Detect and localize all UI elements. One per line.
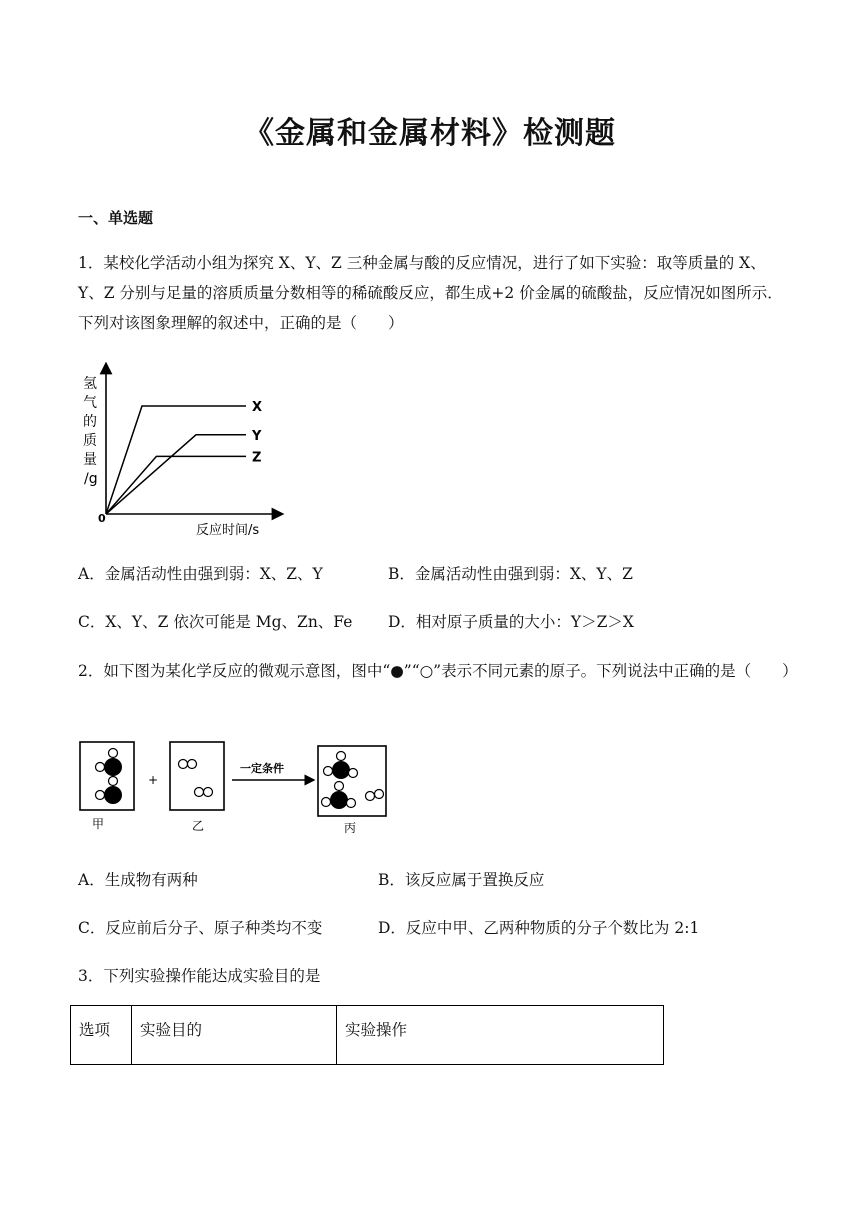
q2-option-c[interactable]: C．反应前后分子、原子种类均不变 (78, 919, 323, 937)
y-axis-label-char: 量 (83, 452, 97, 468)
series-line-y (106, 435, 246, 514)
molecule-yi-2 (195, 788, 213, 797)
arrow-condition-label: 一定条件 (240, 762, 284, 775)
origin-label: 0 (98, 512, 106, 525)
section-heading: 一、单选题 (78, 209, 154, 227)
label-yi: 乙 (192, 819, 205, 833)
table-header-cell: 选项 (71, 1006, 132, 1065)
q2-option-a[interactable]: A．生成物有两种 (78, 871, 198, 889)
q2-option-b[interactable]: B．该反应属于置换反应 (378, 871, 545, 889)
molecule-jia-2 (96, 777, 123, 805)
plus-sign: + (148, 773, 159, 787)
series-label-x: X (252, 400, 263, 415)
molecule-jia-1 (96, 749, 123, 777)
q1-option-a[interactable]: A．金属活动性由强到弱：X、Z、Y (78, 565, 323, 583)
table-header-row (71, 1006, 664, 1065)
molecule-yi-1 (179, 760, 197, 769)
y-axis-label-char: 的 (83, 414, 97, 430)
label-jia: 甲 (92, 817, 105, 831)
label-bing: 丙 (344, 821, 357, 835)
series-line-z (106, 456, 246, 514)
series-line-x (106, 406, 246, 514)
y-axis-label-char: 氢 (83, 376, 97, 392)
q1-option-b[interactable]: B．金属活动性由强到弱：X、Y、Z (388, 565, 633, 583)
table-header-cell: 实验操作 (337, 1006, 664, 1065)
q2-option-d[interactable]: D．反应中甲、乙两种物质的分子个数比为 2:1 (378, 919, 700, 937)
series-label-y: Y (252, 428, 262, 444)
series-label-z: Z (252, 450, 262, 466)
y-axis-label (83, 376, 98, 487)
q1-option-c[interactable]: C．X、Y、Z 依次可能是 Mg、Zn、Fe (78, 613, 353, 631)
q1-option-d[interactable]: D．相对原子质量的大小：Y＞Z＞X (388, 613, 634, 631)
question-1-stem: 1．某校化学活动小组为探究 X、Y、Z 三种金属与酸的反应情况，进行了如下实验：取等质量的 X、Y、Z 分别与足量的溶质质量分数相等的稀硫酸反应，都生成+2 价金属的硫酸盐，反应情况如图所示．下列对该图象理解的叙述中，正确的是（ ） (78, 254, 783, 332)
y-axis-label-char: 质 (83, 433, 97, 449)
question-2-stem: 2．如下图为某化学反应的微观示意图，图中“●”“○”表示不同元素的原子。下列说法中正确的是（ ） (78, 662, 798, 680)
question-3-stem: 3．下列实验操作能达成实验目的是 (78, 967, 321, 985)
box-yi (170, 742, 224, 810)
x-axis-label: 反应时间/s (196, 523, 260, 538)
reaction-micro-diagram (78, 738, 398, 840)
molecule-bing-3 (366, 790, 384, 801)
hydrogen-mass-graph (76, 362, 286, 540)
molecule-bing-2 (322, 782, 356, 810)
page-title: 《金属和金属材料》检测题 (244, 116, 616, 151)
y-axis-label-char: /g (84, 471, 98, 487)
y-axis-label-char: 气 (83, 395, 97, 411)
series-lines (106, 400, 262, 514)
table-header-cell: 实验目的 (132, 1006, 337, 1065)
q3-table (70, 1005, 664, 1065)
molecule-bing-1 (324, 752, 358, 780)
